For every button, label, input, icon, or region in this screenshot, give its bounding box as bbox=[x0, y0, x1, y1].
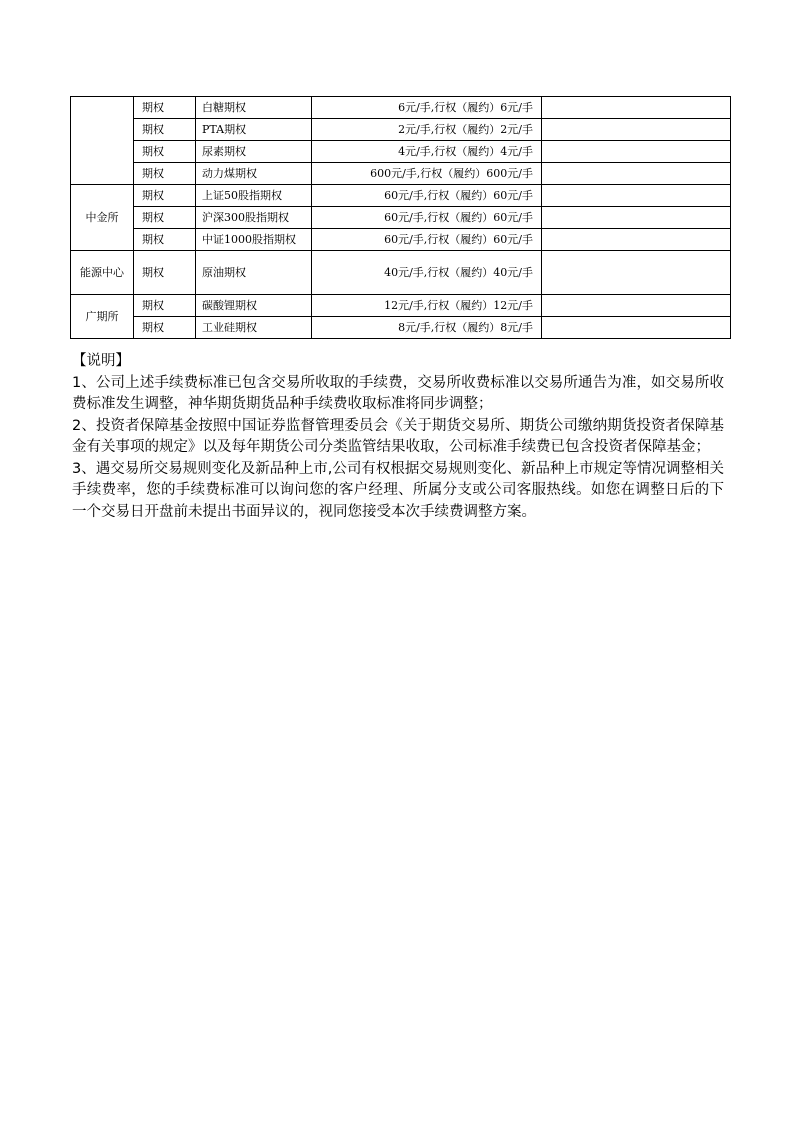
fee-cell: 40元/手,行权（履约）40元/手 bbox=[312, 251, 542, 295]
table-row bbox=[71, 185, 731, 207]
note-item: 3、遇交易所交易规则变化及新品种上市,公司有权根据交易规则变化、新品种上市规定等情况调整相关手续费率，您的手续费标准可以询问您的客户经理、所属分支或公司客服热线。如您在调整日后的下一个交易日开盘前未提出书面异议的，视同您接受本次手续费调整方案。 bbox=[72, 460, 724, 520]
table-row bbox=[71, 163, 731, 185]
product-cell: 动力煤期权 bbox=[196, 163, 312, 185]
type-cell: 期权 bbox=[134, 185, 196, 207]
type-cell: 期权 bbox=[134, 119, 196, 141]
note-item: 1、公司上述手续费标准已包含交易所收取的手续费，交易所收费标准以交易所通告为准，如交易所收费标准发生调整，神华期货期货品种手续费收取标准将同步调整； bbox=[72, 374, 724, 412]
note-cell bbox=[542, 317, 731, 339]
product-cell: PTA期权 bbox=[196, 119, 312, 141]
product-cell: 原油期权 bbox=[196, 251, 312, 295]
exchange-cell: 中金所 bbox=[71, 185, 134, 251]
table-row bbox=[71, 141, 731, 163]
note-cell bbox=[542, 295, 731, 317]
fee-cell: 60元/手,行权（履约）60元/手 bbox=[312, 185, 542, 207]
table-row bbox=[71, 251, 731, 295]
product-cell: 上证50股指期权 bbox=[196, 185, 312, 207]
exchange-cell: 广期所 bbox=[71, 295, 134, 339]
product-cell: 工业硅期权 bbox=[196, 317, 312, 339]
table-row bbox=[71, 97, 731, 119]
table-row bbox=[71, 295, 731, 317]
note-cell bbox=[542, 119, 731, 141]
note-cell bbox=[542, 163, 731, 185]
note-cell bbox=[542, 141, 731, 163]
note-item: 2、投资者保障基金按照中国证券监督管理委员会《关于期货交易所、期货公司缴纳期货投资者保障基金有关事项的规定》以及每年期货公司分类监管结果收取，公司标准手续费已包含投资者保障基金； bbox=[72, 417, 724, 455]
type-cell: 期权 bbox=[134, 141, 196, 163]
product-cell: 中证1000股指期权 bbox=[196, 229, 312, 251]
fee-cell: 6元/手,行权（履约）6元/手 bbox=[312, 97, 542, 119]
type-cell: 期权 bbox=[134, 295, 196, 317]
table-row bbox=[71, 229, 731, 251]
fee-cell: 4元/手,行权（履约）4元/手 bbox=[312, 141, 542, 163]
type-cell: 期权 bbox=[134, 251, 196, 295]
type-cell: 期权 bbox=[134, 97, 196, 119]
product-cell: 白糖期权 bbox=[196, 97, 312, 119]
note-cell bbox=[542, 251, 731, 295]
fee-cell: 600元/手,行权（履约）600元/手 bbox=[312, 163, 542, 185]
fee-cell: 8元/手,行权（履约）8元/手 bbox=[312, 317, 542, 339]
type-cell: 期权 bbox=[134, 163, 196, 185]
type-cell: 期权 bbox=[134, 229, 196, 251]
note-cell bbox=[542, 229, 731, 251]
fee-cell: 60元/手,行权（履约）60元/手 bbox=[312, 229, 542, 251]
product-cell: 碳酸锂期权 bbox=[196, 295, 312, 317]
fee-cell: 2元/手,行权（履约）2元/手 bbox=[312, 119, 542, 141]
note-cell bbox=[542, 97, 731, 119]
type-cell: 期权 bbox=[134, 317, 196, 339]
note-cell bbox=[542, 207, 731, 229]
table-row bbox=[71, 317, 731, 339]
fee-cell: 12元/手,行权（履约）12元/手 bbox=[312, 295, 542, 317]
exchange-cell: 能源中心 bbox=[71, 251, 134, 295]
type-cell: 期权 bbox=[134, 207, 196, 229]
notes-section bbox=[72, 351, 724, 523]
product-cell: 尿素期权 bbox=[196, 141, 312, 163]
note-cell bbox=[542, 185, 731, 207]
product-cell: 沪深300股指期权 bbox=[196, 207, 312, 229]
fee-table bbox=[70, 96, 731, 339]
exchange-cell bbox=[71, 97, 134, 185]
table-row bbox=[71, 119, 731, 141]
fee-cell: 60元/手,行权（履约）60元/手 bbox=[312, 207, 542, 229]
notes-heading: 【说明】 bbox=[72, 353, 130, 369]
table-row bbox=[71, 207, 731, 229]
